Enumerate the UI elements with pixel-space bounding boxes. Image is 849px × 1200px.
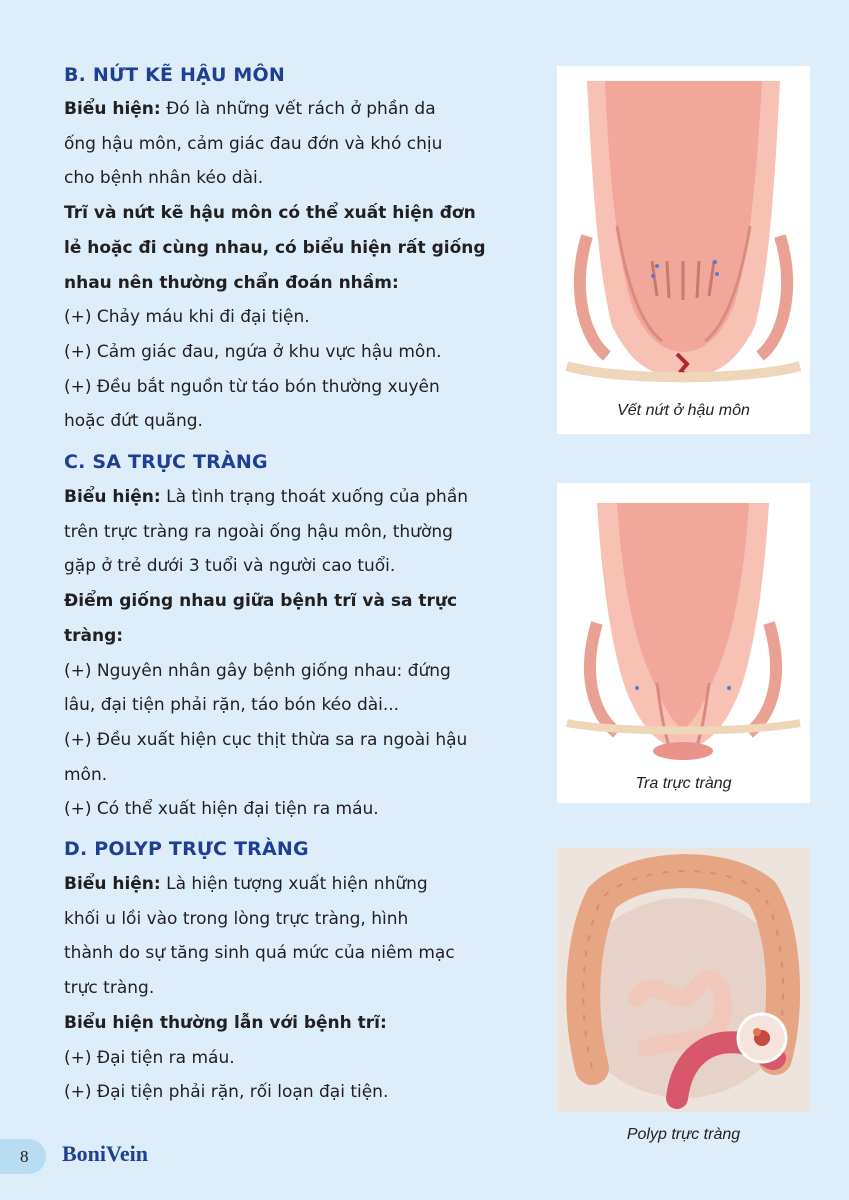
section-b-bold-2: lẻ hoặc đi cùng nhau, có biểu hiện rất giống <box>64 237 486 258</box>
fissure-illustration <box>557 66 810 396</box>
section-b-label: Biểu hiện: <box>64 99 161 119</box>
page-number: 8 <box>20 1147 29 1166</box>
section-c-heading: C. SA TRỰC TRÀNG <box>64 451 268 473</box>
section-b-bold-1: Trĩ và nứt kẽ hậu môn có thể xuất hiện đơn <box>64 203 476 224</box>
prolapse-caption: Tra trực tràng <box>635 775 732 792</box>
section-c-item-3: (+) Đều xuất hiện cục thịt thừa sa ra ngoài hậu <box>64 729 468 750</box>
section-b-text-1: Đó là những vết rách ở phần da <box>160 99 436 119</box>
polyp-figure <box>557 848 810 1112</box>
section-c-bold-1: Điểm giống nhau giữa bệnh trĩ và sa trực <box>64 591 458 612</box>
section-c-item-5: (+) Có thể xuất hiện đại tiện ra máu. <box>64 799 379 820</box>
section-d-text-1: Là hiện tượng xuất hiện những <box>160 874 428 894</box>
section-b-bold-3: nhau nên thường chẩn đoán nhầm: <box>64 272 399 293</box>
fissure-figure <box>557 66 810 434</box>
section-c-item-1: (+) Nguyên nhân gây bệnh giống nhau: đứng <box>64 660 451 681</box>
section-c-item-4: môn. <box>64 764 108 785</box>
section-d-line-1 <box>64 867 512 902</box>
section-b-body <box>64 92 512 439</box>
section-d-item-2: (+) Đại tiện phải rặn, rối loạn đại tiện. <box>64 1082 389 1103</box>
section-c-line-3: gặp ở trẻ dưới 3 tuổi và người cao tuổi. <box>64 556 396 577</box>
section-b-item-3: (+) Đều bắt nguồn từ táo bón thường xuyên <box>64 376 440 397</box>
section-b-line-1 <box>64 92 512 127</box>
section-d-label: Biểu hiện: <box>64 874 161 894</box>
section-c-line-2: trên trực tràng ra ngoài ống hậu môn, thường <box>64 521 453 542</box>
fissure-caption: Vết nứt ở hậu môn <box>617 402 750 419</box>
prolapse-figure <box>557 483 810 803</box>
section-c-item-2: lâu, đại tiện phải rặn, táo bón kéo dài... <box>64 695 400 716</box>
section-d-body <box>64 867 512 1110</box>
section-b-item-2: (+) Cảm giác đau, ngứa ở khu vực hậu môn. <box>64 341 442 362</box>
section-c-label: Biểu hiện: <box>64 487 161 507</box>
prolapse-illustration <box>557 483 810 763</box>
section-b-item-4: hoặc đứt quãng. <box>64 411 203 432</box>
section-b-item-1: (+) Chảy máu khi đi đại tiện. <box>64 307 310 328</box>
polyp-caption: Polyp trực tràng <box>626 1126 741 1143</box>
section-d-bold-1: Biểu hiện thường lẫn với bệnh trĩ: <box>64 1012 387 1033</box>
section-d-line-4: trực tràng. <box>64 978 155 999</box>
section-c-bold-2: tràng: <box>64 625 124 646</box>
polyp-illustration <box>557 848 810 1112</box>
section-c-line-1 <box>64 480 512 515</box>
section-d-line-3: thành do sự tăng sinh quá mức của niêm mạc <box>64 943 455 964</box>
section-b-line-3: cho bệnh nhân kéo dài. <box>64 168 264 189</box>
section-c-text-1: Là tình trạng thoát xuống của phần <box>160 487 469 507</box>
brand-logo: BoniVein <box>62 1141 149 1166</box>
section-d-line-2: khối u lồi vào trong lòng trực tràng, hình <box>64 908 409 929</box>
section-d-item-1: (+) Đại tiện ra máu. <box>64 1047 235 1068</box>
section-d-heading: D. POLYP TRỰC TRÀNG <box>64 838 309 860</box>
section-c-body <box>64 480 512 827</box>
section-b-heading: B. NỨT KẼ HẬU MÔN <box>64 64 285 86</box>
section-b-line-2: ống hậu môn, cảm giác đau đớn và khó chịu <box>64 133 443 154</box>
